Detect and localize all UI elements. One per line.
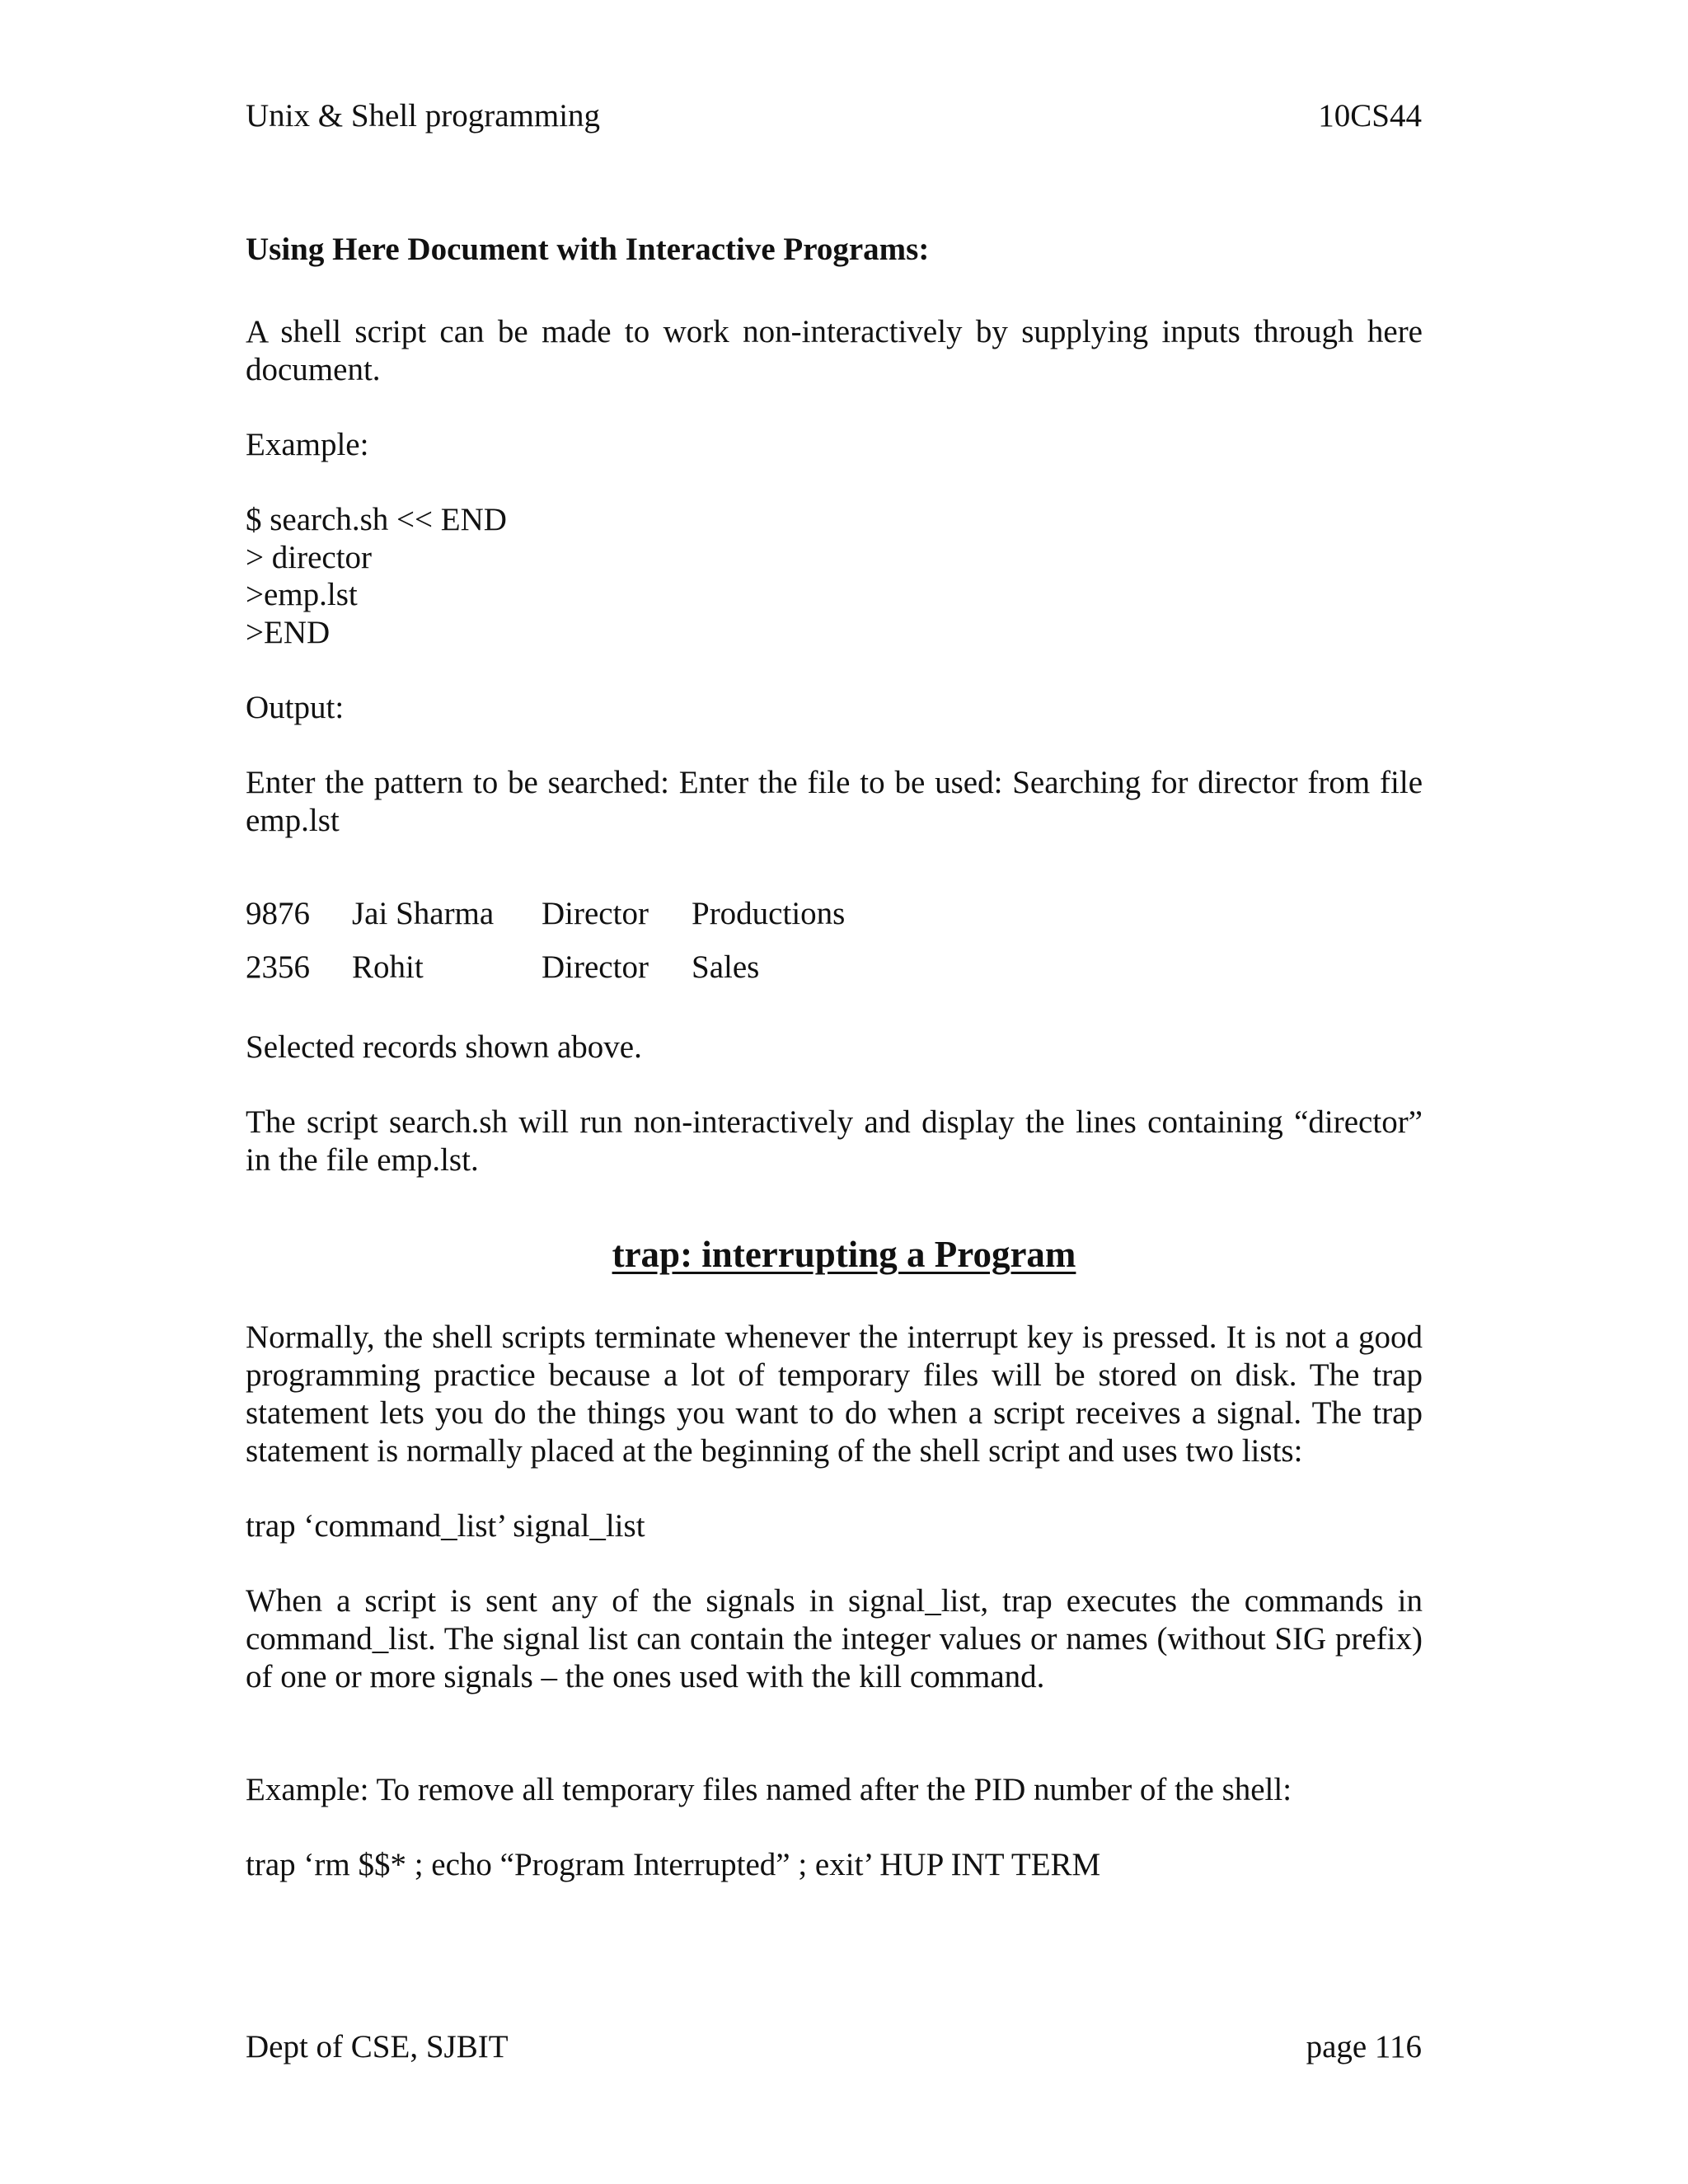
code-line: >emp.lst — [246, 577, 358, 612]
intro-paragraph: A shell script can be made to work non-interactively by supplying inputs through here document. — [246, 314, 1423, 387]
table-cell: Rohit — [352, 949, 424, 985]
footer-page-number: page 116 — [1306, 2029, 1422, 2064]
table-cell: 9876 — [246, 896, 310, 931]
trap-example-command: trap ‘rm $$* ; echo “Program Interrupted” ; exit’ HUP INT TERM — [246, 1847, 1101, 1882]
code-line: >END — [246, 615, 331, 650]
footer-department: Dept of CSE, SJBIT — [246, 2029, 509, 2064]
trap-example-text: Example: To remove all temporary files named after the PID number of the shell: — [246, 1772, 1292, 1807]
trap-syntax: trap ‘command_list’ signal_list — [246, 1508, 645, 1544]
selected-records-text: Selected records shown above. — [246, 1029, 642, 1065]
table-cell: Sales — [692, 949, 760, 985]
output-label: Output: — [246, 690, 345, 725]
closing-paragraph: The script search.sh will run non-interactively and display the lines containing “director” in the file emp.lst. — [246, 1104, 1423, 1178]
section-title-here-document: Using Here Document with Interactive Programs: — [246, 232, 930, 267]
header-course-title: Unix & Shell programming — [246, 98, 601, 134]
output-paragraph: Enter the pattern to be searched: Enter the file to be used: Searching for director from file emp.lst — [246, 765, 1423, 838]
table-cell: Director — [542, 949, 649, 985]
table-cell: Productions — [692, 896, 846, 931]
trap-paragraph: Normally, the shell scripts terminate whenever the interrupt key is pressed. It is not a good programming practice because a lot of temporary files will be stored on disk. The trap statement lets you do the things you want to do when a script receives a signal. The trap statement is normally placed at the beginning of the shell script and uses two lists: — [246, 1319, 1423, 1469]
section-title-trap: trap: interrupting a Program — [612, 1234, 1076, 1275]
table-cell: 2356 — [246, 949, 310, 985]
code-line: $ search.sh << END — [246, 502, 507, 537]
table-cell: Director — [542, 896, 649, 931]
example-label: Example: — [246, 427, 369, 462]
table-cell: Jai Sharma — [352, 896, 495, 931]
signals-paragraph: When a script is sent any of the signals in signal_list, trap executes the commands in command_list. The signal list can contain the integer values or names (without SIG prefix) of one or more signals – the ones used with the kill command. — [246, 1583, 1423, 1694]
code-line: > director — [246, 540, 373, 575]
header-course-code: 10CS44 — [1318, 98, 1422, 134]
